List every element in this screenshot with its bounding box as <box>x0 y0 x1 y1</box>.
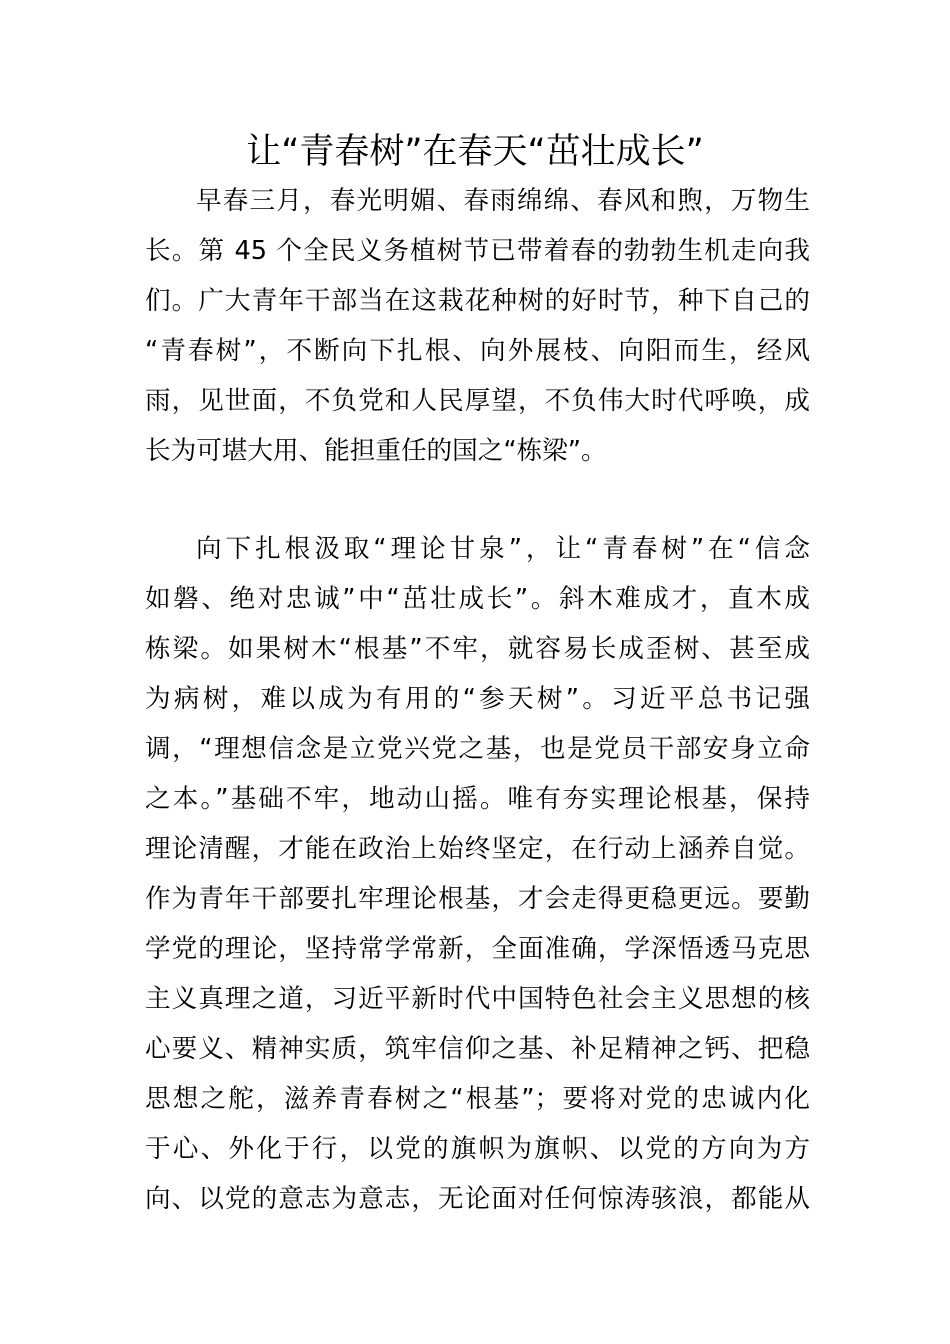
paragraph-line: 们。广大青年干部当在这栽花种树的好时节，种下自己的 <box>145 286 810 316</box>
paragraph-line: 主义真理之道，习近平新时代中国特色社会主义思想的核 <box>145 984 810 1014</box>
paragraph-line: 为病树，难以成为有用的“参天树”。习近平总书记强 <box>145 684 810 714</box>
paragraph-line: 调，“理想信念是立党兴党之基，也是党员干部安身立命 <box>145 734 810 764</box>
paragraph-line: 长。第 45 个全民义务植树节已带着春的勃勃生机走向我 <box>145 236 810 266</box>
paragraph-line: 栋梁。如果树木“根基”不牢，就容易长成歪树、甚至成 <box>145 634 810 664</box>
paragraph-line: 作为青年干部要扎牢理论根基，才会走得更稳更远。要勤 <box>145 884 810 914</box>
paragraph-line: 早春三月，春光明媚、春雨绵绵、春风和煦，万物生 <box>196 186 810 216</box>
paragraph-line: 长为可堪大用、能担重任的国之“栋梁”。 <box>145 436 607 466</box>
paragraph-line: 向下扎根汲取“理论甘泉”，让“青春树”在“信念 <box>196 534 810 564</box>
paragraph-line: 于心、外化于行，以党的旗帜为旗帜、以党的方向为方 <box>145 1134 810 1164</box>
paragraph-line: 雨，见世面，不负党和人民厚望，不负伟大时代呼唤，成 <box>145 386 810 416</box>
paragraph-line: 学党的理论，坚持常学常新，全面准确，学深悟透马克思 <box>145 934 810 964</box>
paragraph-line: 思想之舵，滋养青春树之“根基”；要将对党的忠诚内化 <box>145 1084 810 1114</box>
paragraph-line: 向、以党的意志为意志，无论面对任何惊涛骇浪，都能从 <box>145 1184 810 1214</box>
paragraph-line: 如磐、绝对忠诚”中“茁壮成长”。斜木难成才，直木成 <box>145 584 810 614</box>
paragraph-line: 心要义、精神实质，筑牢信仰之基、补足精神之钙、把稳 <box>145 1034 810 1064</box>
paragraph-2 <box>145 524 810 1224</box>
paragraph-line: 理论清醒，才能在政治上始终坚定，在行动上涵养自觉。 <box>145 834 810 864</box>
paragraph-line: “青春树”，不断向下扎根、向外展枝、向阳而生，经风 <box>145 336 810 366</box>
paragraph-1 <box>145 176 810 476</box>
document-title: 让“青春树”在春天“茁壮成长” <box>246 132 704 172</box>
paragraph-line: 之本。”基础不牢，地动山摇。唯有夯实理论根基，保持 <box>145 784 810 814</box>
